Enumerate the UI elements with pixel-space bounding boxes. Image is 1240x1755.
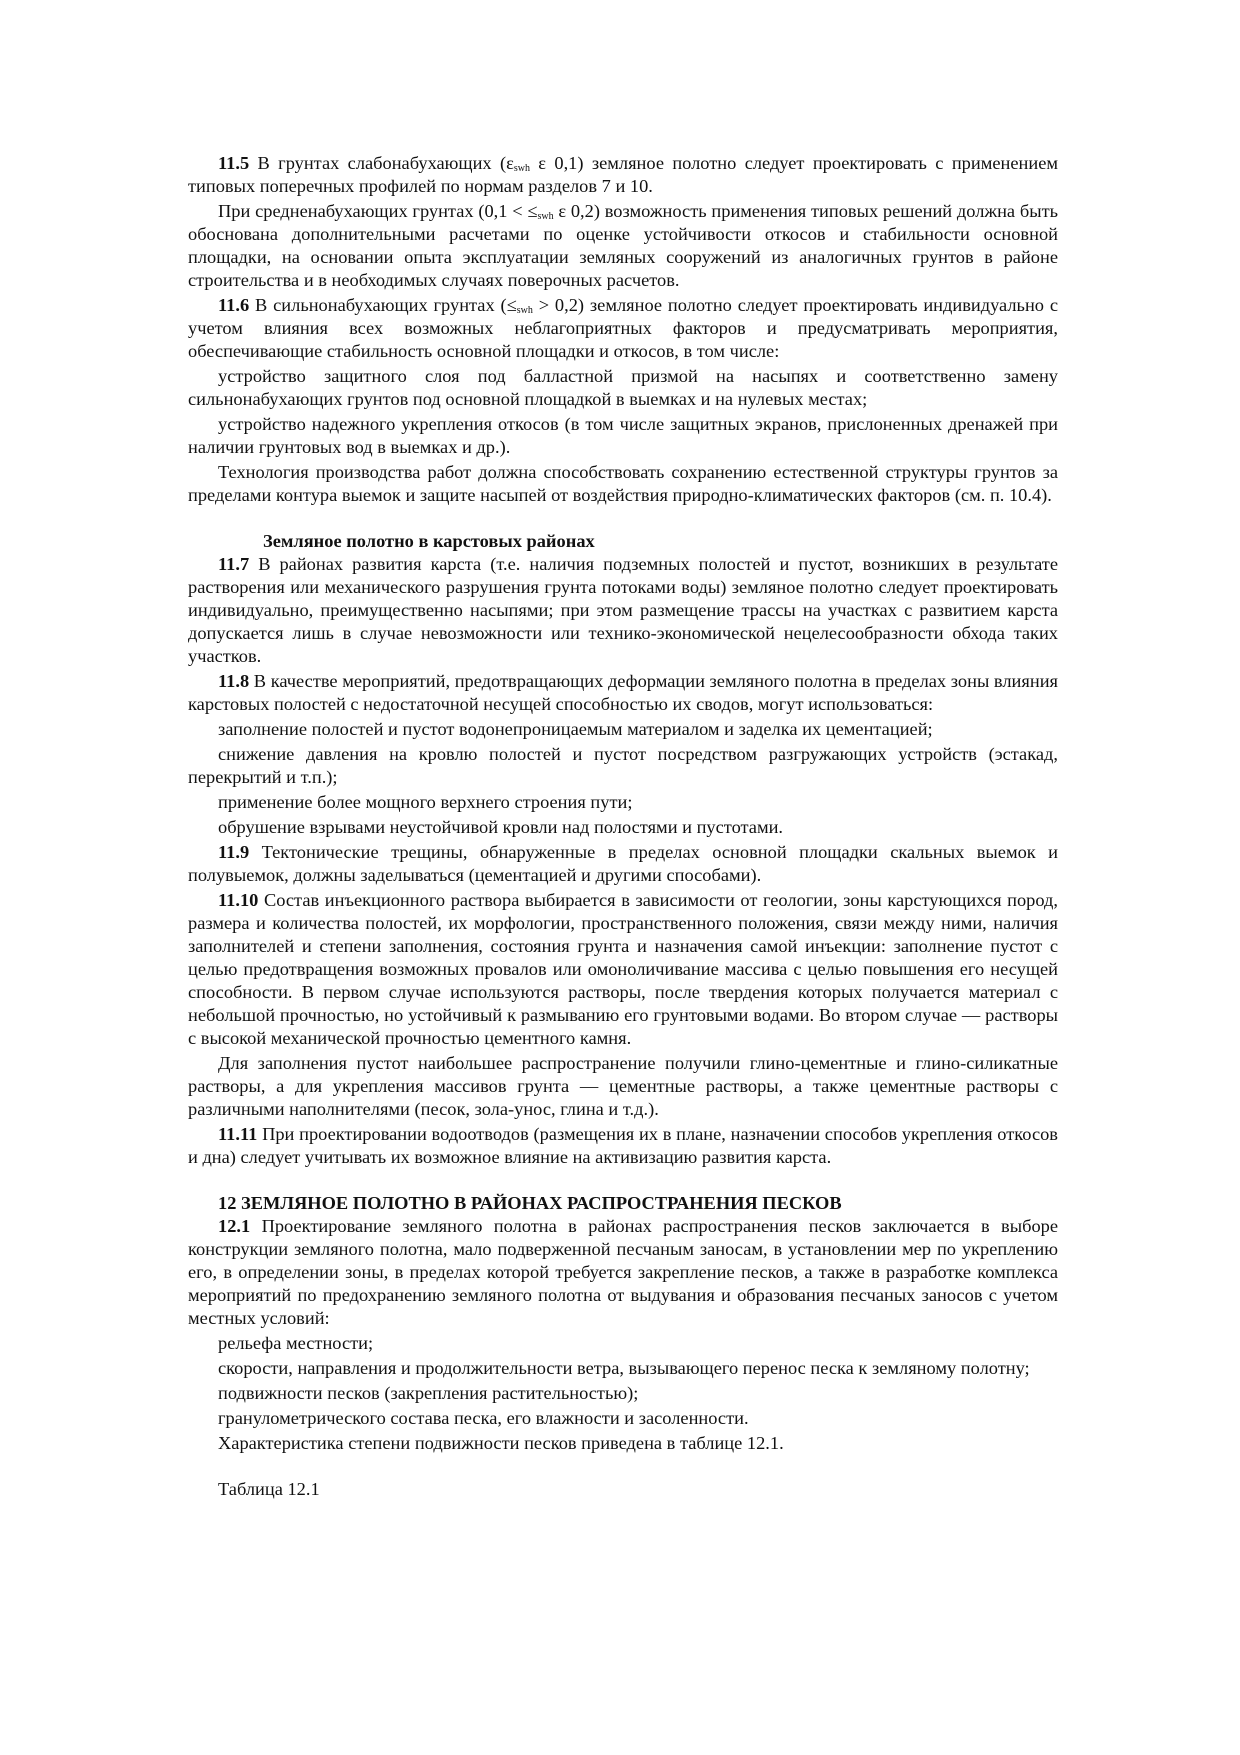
clause-number: 11.6 [218,295,250,315]
list-item: гранулометрического состава песка, его влажности и засоленности. [218,1408,749,1428]
list-item: рельефа местности; [218,1333,374,1353]
paragraph-11-5: 11.5 В грунтах слабонабухающих ($\varepsilon_{swh}$ ε 0,1) земляное полотно следует проектировать с применением типовых поперечных профилей по нормам разделов 7 и 10. [188,153,1058,196]
list-item: устройство защитного слоя под балластной призмой на насыпях и соответственно замену сильнонабухающих грунтов под основной площадкой в выемках и на нулевых местах; [188,366,1058,409]
paragraph-11-8: 11.8 В качестве мероприятий, предотвращающих деформации земляного полотна в пределах зоны влияния карстовых полостей с недостаточной несущей способностью их сводов, могут использоваться: [188,671,1058,714]
clause-number: 11.5 [218,153,250,173]
paragraph-11-7: 11.7 В районах развития карста (т.е. наличия подземных полостей и пустот, возникших в результате растворения или механического разрушения грунта потоками воды) земляное полотно следует проектировать индивидуально, преимущественно насыпями; при этом размещение трассы на участках с развитием карста допускается лишь в случае невозможности или технико-экономической нецелесообразности обхода таких участков. [188,554,1058,666]
list-item: заполнение полостей и пустот водонепроницаемым материалом и заделка их цементацией; [218,719,933,739]
list-item: снижение давления на кровлю полостей и пустот посредством разгружающих устройств (эстакад, перекрытий и т.п.); [188,744,1058,787]
paragraph-11-11: 11.11 При проектировании водоотводов (размещения их в плане, назначении способов укрепления откосов и дна) следует учитывать их возможное влияние на активизацию развития карста. [188,1124,1058,1167]
subscript: swh [516,305,533,316]
subscript: swh [513,163,530,174]
paragraph-12-1: 12.1 Проектирование земляного полотна в районах распространения песков заключается в выборе конструкции земляного полотна, мало подверженной песчаным заносам, в установлении мер по укреплению его, в определении зоны, в пределах которой требуется закрепление песков, а также в разработке комплекса мероприятий по предохранению земляного полотна от выдувания и образования песчаных заносов с учетом местных условий: [188,1216,1058,1328]
list-item: обрушение взрывами неустойчивой кровли над полостями и пустотами. [218,817,784,837]
paragraph-11-6: 11.6 В сильнонабухающих грунтах $(\le_{swh} > 0,2)$ земляное полотно следует проектировать индивидуально с учетом влияния всех возможных неблагоприятных факторов и предусматривать мероприятия, обеспечивающие стабильность основной площадки и откосов, в том числе: [188,295,1058,361]
section-heading-karst: Земляное полотно в карстовых районах [263,531,595,551]
paragraph-table-reference: Характеристика степени подвижности песков приведена в таблице 12.1. [218,1433,784,1453]
document-page [188,152,1058,1501]
clause-number: 12.1 [218,1216,251,1236]
paragraph-11-9: 11.9 Тектонические трещины, обнаруженные в пределах основной площадки скальных выемок и полувыемок, должны заделываться (цементацией и другими способами). [188,842,1058,885]
clause-number: 11.11 [218,1124,258,1144]
paragraph-11-10: 11.10 Состав инъекционного раствора выбирается в зависимости от геологии, зоны карстующихся пород, размера и количества полостей, их морфологии, пространственного положения, связи между ними, наличия заполнителей и степени заполнения, состояния грунта и назначения самой инъекции: заполнение пустот с целью предотвращения возможных провалов или омоноличивание массива с целью повышения его несущей способности. В первом случае используются растворы, после твердения которых получается материал с небольшой прочностью, но устойчивый к размыванию его грунтовыми водами. Во втором случае — растворы с высокой механической прочностью цементного камня. [188,890,1058,1048]
clause-number: 11.10 [218,890,259,910]
clause-number: 11.9 [218,842,250,862]
list-item: устройство надежного укрепления откосов (в том числе защитных экранов, прислоненных дренажей при наличии грунтовых вод в выемках и др.). [188,414,1058,457]
paragraph-technology: Технология производства работ должна способствовать сохранению естественной структуры грунтов за пределами контура выемок и защите насыпей от воздействия природно-климатических факторов (см. п. 10.4). [188,462,1058,505]
list-item: подвижности песков (закрепления растительностью); [218,1383,639,1403]
clause-number: 11.7 [218,554,250,574]
paragraph-fill-solutions: Для заполнения пустот наибольшее распространение получили глино-цементные и глино-силикатные растворы, а для укрепления массивов грунта — цементные растворы, а также цементные растворы с различными наполнителями (песок, зола-унос, глина и т.д.). [188,1053,1058,1119]
table-caption: Таблица 12.1 [218,1479,320,1499]
list-item: скорости, направления и продолжительности ветра, вызывающего перенос песка к земляному полотну; [218,1358,1030,1378]
list-item: применение более мощного верхнего строения пути; [218,792,633,812]
subscript: swh [537,211,554,222]
paragraph-medium-swelling: При средненабухающих грунтах ($0,1 < \le_{swh}$ ε 0,2) возможность применения типовых решений должна быть обоснована дополнительными расчетами по оценке устойчивости откосов и стабильности основной площадки, на основании опыта эксплуатации земляных сооружений из аналогичных грунтов в районе строительства и в необходимых случаях поверочных расчетов. [188,201,1059,290]
chapter-heading-12: 12 ЗЕМЛЯНОЕ ПОЛОТНО В РАЙОНАХ РАСПРОСТРАНЕНИЯ ПЕСКОВ [218,1193,842,1213]
clause-number: 11.8 [218,671,250,691]
